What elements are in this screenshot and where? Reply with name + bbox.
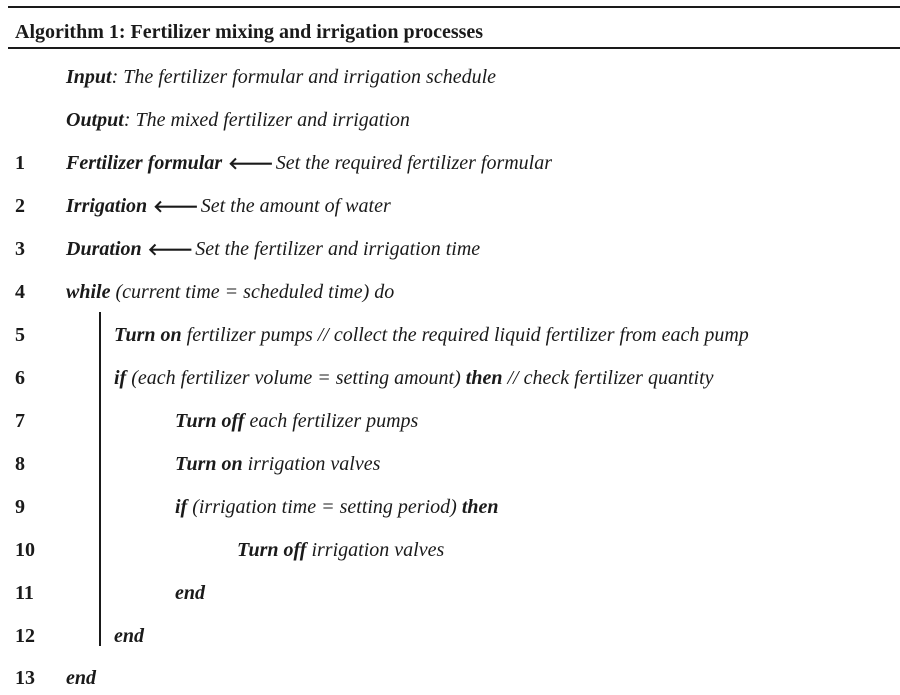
algorithm-title: Algorithm 1: Fertilizer mixing and irrigation processes — [15, 21, 484, 43]
statement-text: each fertilizer pumps — [244, 410, 419, 432]
statement-text: irrigation valves — [242, 453, 381, 475]
line-number: 8 — [15, 453, 25, 475]
line-number: 2 — [15, 195, 25, 217]
keyword: Turn on — [175, 453, 243, 475]
line-number: 5 — [15, 324, 25, 346]
keyword: while — [66, 281, 111, 303]
statement-text: irrigation valves — [306, 539, 445, 561]
line-number: 11 — [15, 582, 34, 604]
statement-text: Set the required fertilizer formular — [275, 152, 553, 174]
keyword: end — [66, 667, 96, 689]
keyword: if — [114, 367, 127, 389]
top-rule — [8, 6, 900, 8]
line-number: 3 — [15, 238, 25, 260]
left-arrow-icon: 🡐 — [228, 154, 274, 174]
output-label: Output — [66, 109, 124, 131]
block-indent-bar — [99, 312, 101, 646]
line-number: 6 — [15, 367, 25, 389]
line-number: 13 — [15, 667, 35, 689]
keyword: Irrigation — [66, 195, 148, 217]
statement-text: (current time = scheduled time) do — [110, 281, 395, 303]
keyword: end — [114, 625, 144, 647]
statement-text: fertilizer pumps // collect the required liquid fertilizer from each pump — [181, 324, 749, 346]
statement-text: (irrigation time = setting period) — [187, 496, 462, 518]
line-number: 4 — [15, 281, 25, 303]
keyword: Fertilizer formular — [66, 152, 223, 174]
keyword: Turn on — [114, 324, 182, 346]
line-number: 12 — [15, 625, 35, 647]
keyword: if — [175, 496, 188, 518]
line-number: 9 — [15, 496, 25, 518]
line-number: 10 — [15, 539, 35, 561]
output-text: : The mixed fertilizer and irrigation — [123, 109, 410, 131]
keyword: end — [175, 582, 205, 604]
input-label: Input — [66, 66, 112, 88]
keyword-then: then — [461, 496, 499, 518]
left-arrow-icon: 🡐 — [147, 240, 194, 260]
line-number: 7 — [15, 410, 25, 432]
input-text: : The fertilizer formular and irrigation schedule — [111, 66, 497, 88]
line-number: 1 — [15, 152, 25, 174]
statement-text: (each fertilizer volume = setting amount) — [126, 367, 466, 389]
statement-text: Set the amount of water — [200, 195, 391, 217]
keyword: Turn off — [175, 410, 245, 432]
comment-text: // check fertilizer quantity — [502, 367, 714, 389]
keyword-then: then — [465, 367, 503, 389]
header-rule — [8, 47, 900, 49]
left-arrow-icon: 🡐 — [153, 197, 199, 217]
statement-text: Set the fertilizer and irrigation time — [195, 238, 481, 260]
keyword: Turn off — [237, 539, 307, 561]
keyword: Duration — [66, 238, 142, 260]
